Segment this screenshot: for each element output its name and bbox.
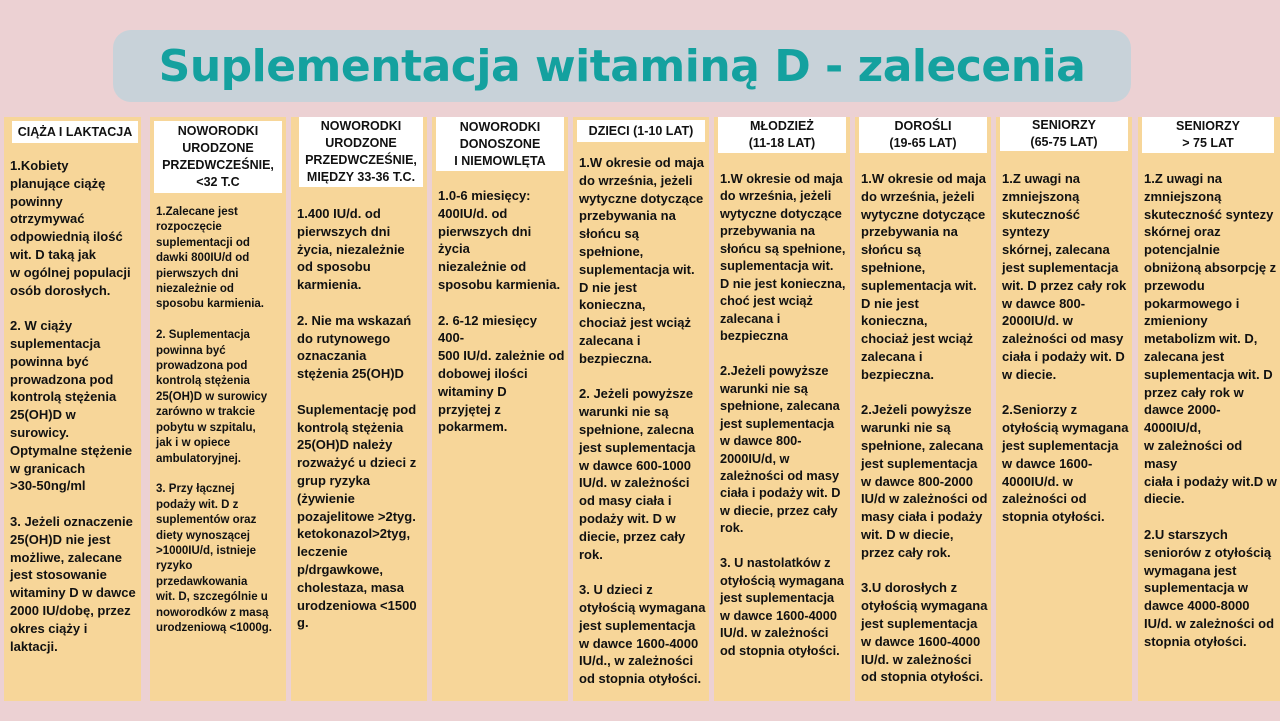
column-heading: MŁODZIEŻ (11-18 LAT)	[718, 117, 846, 153]
column-heading: DOROŚLI (19-65 LAT)	[859, 117, 987, 153]
column-term-infants	[432, 117, 568, 701]
column-heading: DZIECI (1-10 LAT)	[577, 120, 705, 142]
column-heading: CIĄŻA I LAKTACJA	[12, 121, 138, 143]
column-preterm-33-36	[291, 117, 427, 701]
column-text: 1.Zalecane jest rozpoczęcie suplementacji od dawki 800IU/d od pierwszych dni niezależnie od sposobu karmienia. 2. Suplementacja powinna być prowadzona pod kontrolą stężenia 25(OH)D w surowicy zarówno w trakcie pobytu w szpitalu, jak i w opiece ambulatoryjnej. 3. Przy łącznej podaży wit. D z suplementów oraz diety wynoszącej >1000IU/d, istnieje ryzyko przedawkowania wit. D, szczególnie u noworodków z masą urodzeniową <1000g.	[156, 206, 272, 634]
column-text: 1.W okresie od maja do września, jeżeli wytyczne dotyczące przebywania na słońcu są spełnione, suplementacja wit. D nie jest konieczna, choć jest wciąż zalecana i bezpieczna 2.Jeżeli powyższe warunki nie są spełnione, zalecana jest suplementacja w dawce 800- 2000IU/d, w zależności od masy ciała i podaży wit. D w diecie, przez cały rok. 3. U nastolatków z otyłością wymagana jest suplementacja w dawce 1600-4000 IU/d. w zależności od stopnia otyłości.	[720, 171, 846, 658]
column-seniors-over-75	[1138, 117, 1280, 701]
column-text: 1.Z uwagi na zmniejszoną skuteczność syntezy skórnej, zalecana jest suplementacja wit. D przez cały rok w dawce 800- 2000IU/d. w zależności od masy ciała i podaży wit. D w diecie. 2.Seniorzy z otyłością wymagana jest suplementacja w dawce 1600- 4000IU/d. w zależności od stopnia otyłości.	[1002, 171, 1129, 525]
column-text: 1.Kobiety planujące ciążę powinny otrzymywać odpowiednią ilość wit. D taką jak w ogólnej populacji osób dorosłych. 2. W ciąży suplementacja powinna być prowadzona pod kontrolą stężenia 25(OH)D w surowicy. Optymalne stężenie w granicach >30-50ng/ml 3. Jeżeli oznaczenie 25(OH)D nie jest możliwe, zalecane jest stosowanie witaminy D w dawce 2000 IU/dobę, przez okres ciąży i laktacji.	[10, 158, 136, 654]
column-heading: NOWORODKI URODZONE PRZEDWCZEŚNIE, <32 T.C	[154, 121, 282, 193]
column-heading: NOWORODKI DONOSZONE I NIEMOWLĘTA	[436, 117, 564, 171]
column-text: 1.W okresie od maja do września, jeżeli wytyczne dotyczące przebywania na słońcu są spełnione, suplementacja wit. D nie jest konieczna, chociaż jest wciąż zalecana i bezpieczna. 2.Jeżeli powyższe warunki nie są spełnione, zalecana jest suplementacja w dawce 800-2000 IU/d w zależności od masy ciała i podaży wit. D w diecie, przez cały rok. 3.U dorosłych z otyłością wymagana jest suplementacja w dawce 1600-4000 IU/d. w zależności od stopnia otyłości.	[861, 171, 988, 685]
column-text: 1.Z uwagi na zmniejszoną skuteczność syntezy skórnej oraz potencjalnie obniżoną absorpcję z przewodu pokarmowego i zmieniony metabolizm wit. D, zalecana jest suplementacja wit. D przez cały rok w dawce 2000-4000IU/d, w zależności od masy ciała i podaży wit.D w diecie. 2.U starszych seniorów z otyłością wymagana jest suplementacja w dawce 4000-8000 IU/d. w zależności od stopnia otyłości.	[1144, 171, 1277, 649]
column-children	[573, 117, 709, 701]
column-heading: SENIORZY > 75 LAT	[1142, 117, 1274, 153]
page-title: Suplementacja witaminą D - zalecenia	[158, 40, 1086, 92]
column-adolescents	[714, 117, 850, 701]
column-preterm-under-32	[150, 117, 286, 701]
title-banner	[113, 30, 1131, 102]
column-pregnancy	[4, 117, 141, 701]
column-text: 1.0-6 miesięcy: 400IU/d. od pierwszych dni życia niezależnie od sposobu karmienia. 2. 6-12 miesięcy 400- 500 IU/d. zależnie od dobowej ilości witaminy D przyjętej z pokarmem.	[438, 188, 565, 435]
column-adults	[855, 117, 991, 701]
column-text: 1.W okresie od maja do września, jeżeli wytyczne dotyczące przebywania na słońcu są spełnione, suplementacja wit. D nie jest konieczna, chociaż jest wciąż zalecana i bezpieczna. 2. Jeżeli powyższe warunki nie są spełnione, zalecna jest suplementacja w dawce 600-1000 IU/d. w zależności od masy ciała i podaży wit. D w diecie, przez cały rok. 3. U dzieci z otyłością wymagana jest suplementacja w dawce 1600-4000 IU/d., w zależności od stopnia otyłości.	[579, 155, 706, 687]
column-text: 1.400 IU/d. od pierwszych dni życia, niezależnie od sposobu karmienia. 2. Nie ma wskazań do rutynowego oznaczania stężenia 25(OH)D Suplementację pod kontrolą stężenia 25(OH)D należy rozważyć u dzieci z grup ryzyka (żywienie pozajelitowe >2tyg. ketokonazol>2tyg, leczenie p/drgawkowe, cholestaza, masa urodzeniowa <1500 g.	[297, 206, 417, 631]
column-heading: NOWORODKI URODZONE PRZEDWCZEŚNIE, MIĘDZY 33-36 T.C.	[299, 117, 423, 187]
column-seniors-65-75	[996, 117, 1132, 701]
column-heading: SENIORZY (65-75 LAT)	[1000, 117, 1128, 151]
